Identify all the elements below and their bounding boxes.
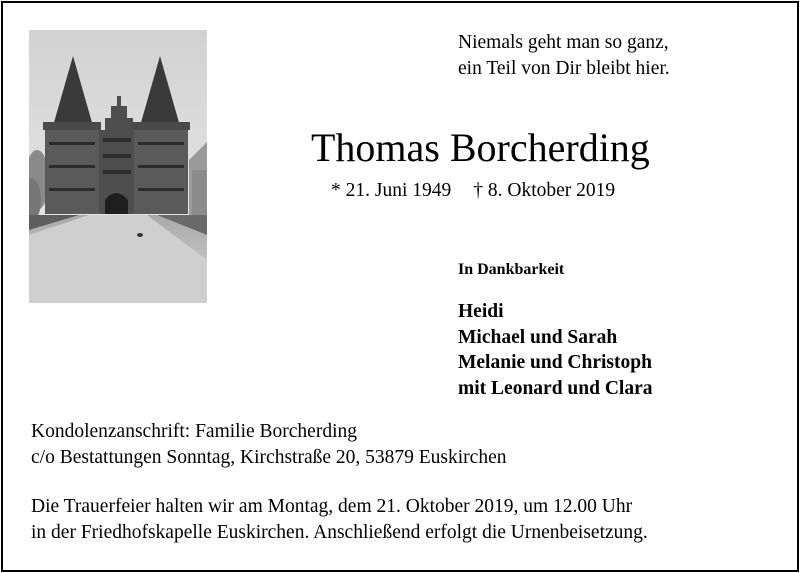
condolence-address bbox=[31, 419, 506, 471]
memorial-quote bbox=[458, 30, 670, 82]
family-member: Michael und Sarah bbox=[458, 326, 618, 348]
service-line-1: Die Trauerfeier halten wir am Montag, dem 21. Oktober 2019, um 12.00 Uhr bbox=[31, 496, 633, 517]
obituary-card bbox=[1, 1, 799, 572]
death-date: † 8. Oktober 2019 bbox=[473, 180, 616, 201]
birth-date: * 21. Juni 1949 bbox=[331, 180, 452, 201]
funeral-service-info bbox=[31, 494, 648, 546]
quote-line-2: ein Teil von Dir bleibt hier. bbox=[458, 58, 670, 79]
deceased-name: Thomas Borcherding bbox=[311, 125, 650, 170]
life-dates bbox=[331, 178, 615, 204]
family-list bbox=[458, 299, 652, 402]
family-member: Melanie und Christoph bbox=[458, 352, 652, 374]
thanks-heading: In Dankbarkeit bbox=[458, 261, 565, 278]
family-member: mit Leonard und Clara bbox=[458, 378, 653, 400]
holstentor-photo bbox=[29, 30, 207, 303]
service-line-2: in der Friedhofskapelle Euskirchen. Anschließend erfolgt die Urnenbeisetzung. bbox=[31, 522, 648, 543]
condolence-line-2: c/o Bestattungen Sonntag, Kirchstraße 20, 53879 Euskirchen bbox=[31, 447, 507, 468]
family-member: Heidi bbox=[458, 301, 504, 322]
quote-line-1: Niemals geht man so ganz, bbox=[458, 32, 669, 53]
condolence-line-1: Kondolenzanschrift: Familie Borcherding bbox=[31, 421, 357, 442]
